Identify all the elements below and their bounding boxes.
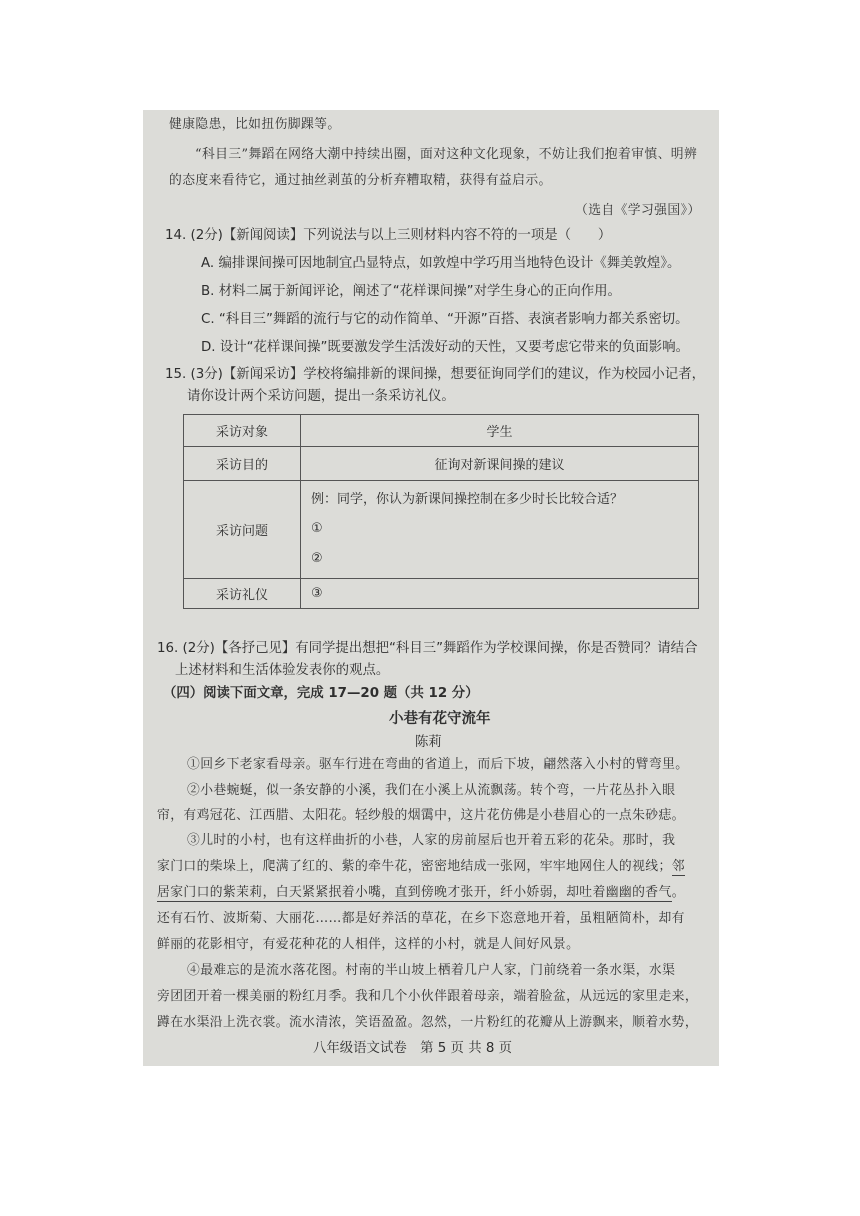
paragraph-line: ②小巷蜿蜒，似一条安静的小溪，我们在小溪上从流飘荡。转个弯，一片花丛扑入眼 <box>187 783 676 798</box>
question-16-stem: 16. (2分)【各抒己见】有同学提出想把“科目三”舞蹈作为学校课间操，你是否赞同？请结合 <box>157 641 698 656</box>
paragraph-line: ③儿时的小村，也有这样曲折的小巷，人家的房前屋后也开着五彩的花朵。那时，我 <box>187 833 676 848</box>
q14-option-b: B. 材料二属于新闻评论，阐述了“花样课间操”对学生身心的正向作用。 <box>201 284 621 299</box>
table-value: 学生 <box>301 415 699 447</box>
page-footer: 八年级语文试卷 第 5 页 共 8 页 <box>313 1041 513 1056</box>
paragraph-line: 鲜丽的花影相守，有爱花种花的人相伴，这样的小村，就是人间好风景。 <box>157 937 580 952</box>
exam-page <box>143 110 719 1066</box>
paragraph-line: ①回乡下老家看母亲。驱车行进在弯曲的省道上，而后下坡，翩然落入小村的臂弯里。 <box>187 757 689 772</box>
answer-blank-2: ② <box>311 550 323 566</box>
paragraph-line: ④最难忘的是流水落花图。村南的半山坡上栖着几户人家，门前绕着一条水渠，水渠 <box>187 963 676 978</box>
paragraph-text: 家门口的柴垛上，爬满了红的、紫的牵牛花，密密地结成一张网，牢牢地网住人的视线； <box>157 859 672 874</box>
paragraph-text: 。 <box>671 885 685 900</box>
question-14-stem: 14. (2分)【新闻阅读】下列说法与以上三则材料内容不符的一项是（ ） <box>165 228 612 243</box>
question-15-stem: 请你设计两个采访问题，提出一条采访礼仪。 <box>187 389 455 404</box>
interview-questions-cell <box>301 481 699 579</box>
table-label: 采访问题 <box>184 481 301 579</box>
paragraph-line <box>157 858 685 876</box>
paragraph-line: 还有石竹、波斯菊、大丽花……都是好养活的草花，在乡下恣意地开着，虽粗陋简朴，却有 <box>157 911 685 926</box>
article-title: 小巷有花守流年 <box>389 711 491 727</box>
table-label: 采访目的 <box>184 447 301 481</box>
q14-option-c: C. “科目三”舞蹈的流行与它的动作简单、“开源”百搭、表演者影响力都关系密切。 <box>201 312 689 327</box>
material-source: （选自《学习强国》） <box>575 203 701 218</box>
example-question: 例：同学，你认为新课间操控制在多少时长比较合适？ <box>311 491 624 507</box>
underlined-sentence: 邻 <box>671 859 685 874</box>
material-line: “科目三”舞蹈在网络大潮中持续出圈，面对这种文化现象，不妨让我们抱着审慎、明辨 <box>195 147 698 162</box>
answer-blank-3: ③ <box>301 579 699 609</box>
q14-option-d: D. 设计“花样课间操”既要激发学生活泼好动的天性，又要考虑它带来的负面影响。 <box>201 340 689 355</box>
q14-option-a: A. 编排课间操可因地制宜凸显特点，如敦煌中学巧用当地特色设计《舞美敦煌》。 <box>201 256 681 271</box>
table-label: 采访对象 <box>184 415 301 447</box>
table-label: 采访礼仪 <box>184 579 301 609</box>
underlined-sentence: 居家门口的紫茉莉，白天紧紧抿着小嘴，直到傍晚才张开，纤小娇弱，却吐着幽幽的香气 <box>157 885 672 900</box>
question-15-stem: 15. (3分)【新闻采访】学校将编排新的课间操，想要征询同学们的建议，作为校园小记者， <box>165 367 705 382</box>
material-line: 健康隐患，比如扭伤脚踝等。 <box>169 117 341 132</box>
table-value: 征询对新课间操的建议 <box>301 447 699 481</box>
paragraph-line: 旁团团开着一棵美丽的粉红月季。我和几个小伙伴跟着母亲，端着脸盆，从远远的家里走来， <box>157 989 699 1004</box>
question-16-stem: 上述材料和生活体验发表你的观点。 <box>175 663 390 678</box>
article-author: 陈莉 <box>415 735 442 750</box>
section-heading: （四）阅读下面文章，完成 17—20 题（共 12 分） <box>163 686 479 701</box>
paragraph-line <box>157 884 685 902</box>
material-line: 的态度来看待它，通过抽丝剥茧的分析弃糟取精，获得有益启示。 <box>169 173 552 188</box>
interview-table <box>183 414 699 609</box>
answer-blank-1: ① <box>311 520 323 536</box>
paragraph-line: 帘，有鸡冠花、江西腊、太阳花。轻纱般的烟霭中，这片花仿佛是小巷眉心的一点朱砂痣。 <box>157 808 685 823</box>
paragraph-line: 蹲在水渠沿上洗衣裳。流水清浓，笑语盈盈。忽然，一片粉红的花瓣从上游飘来，顺着水势， <box>157 1015 699 1030</box>
